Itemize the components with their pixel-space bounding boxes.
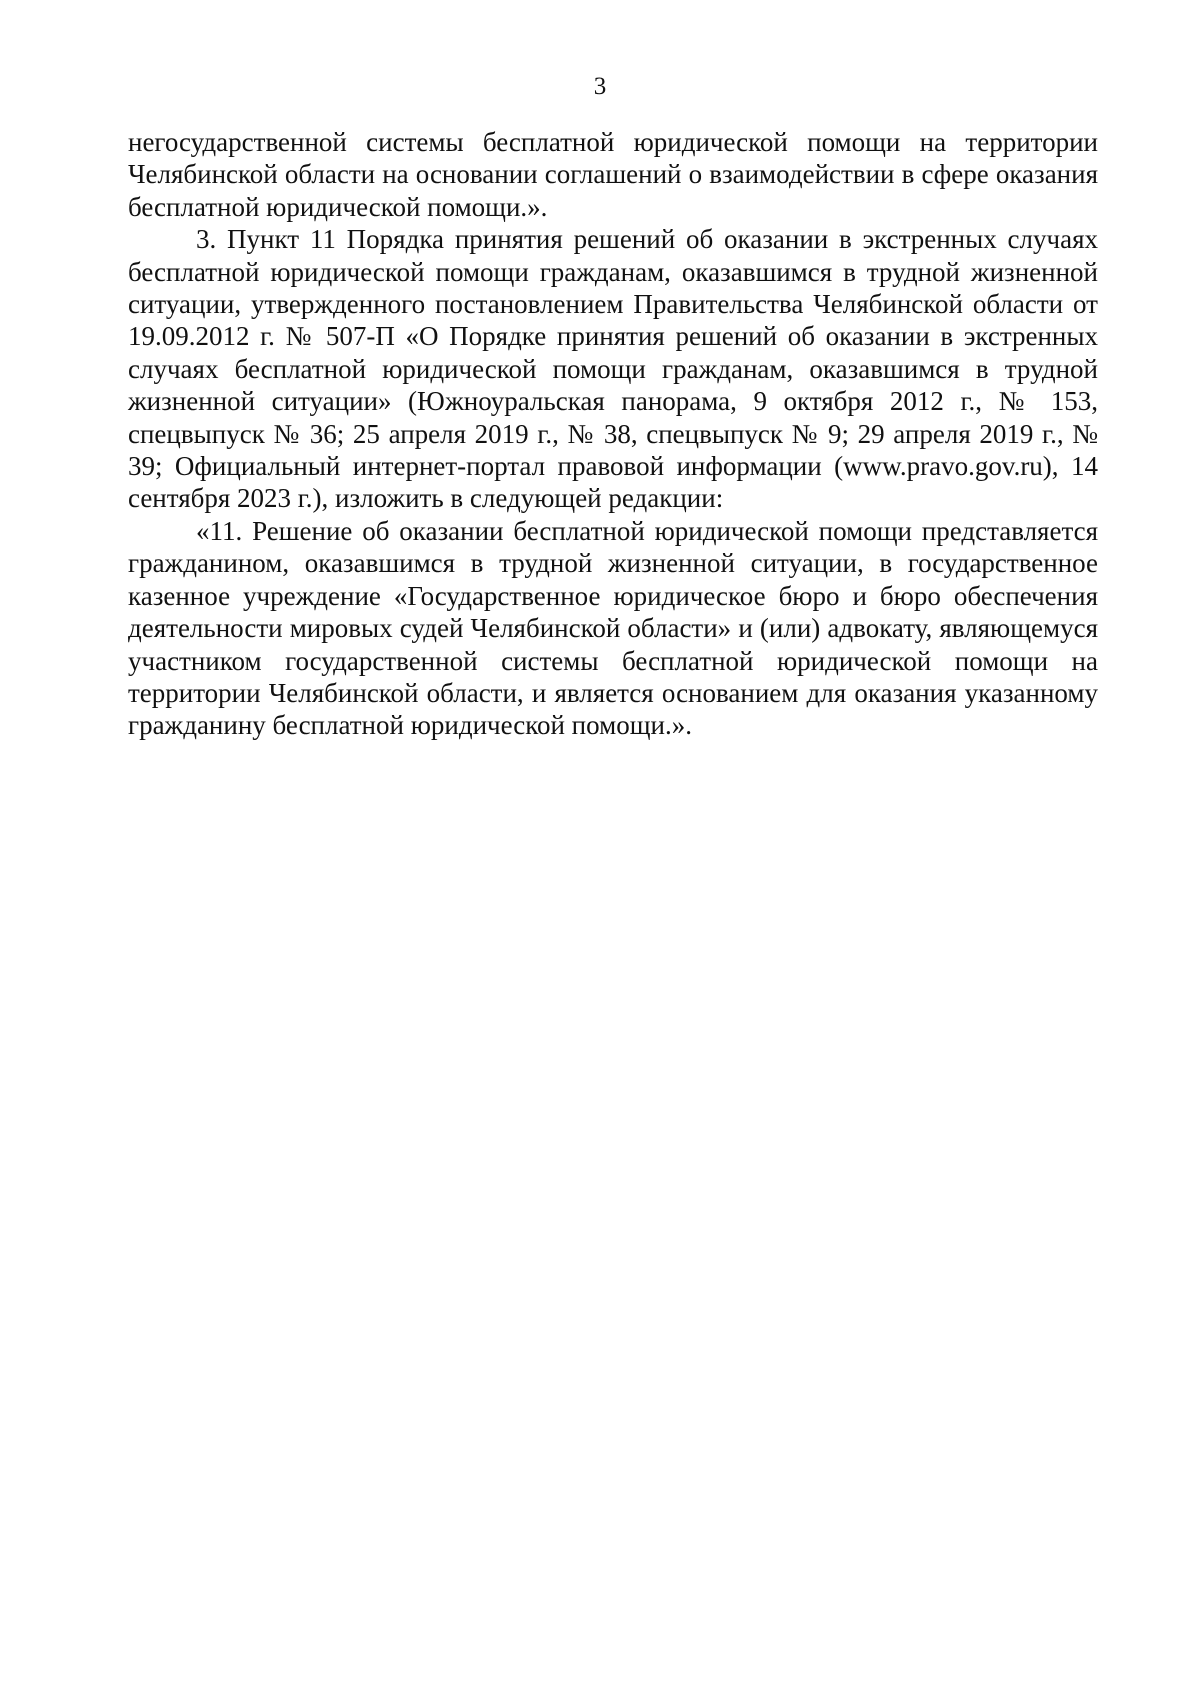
page-number: 3	[593, 73, 607, 100]
paragraph-item-3: 3. Пункт 11 Порядка принятия решений об оказании в экстренных случаях бесплатной юридической помощи гражданам, оказавшимся в трудной жизненной ситуации, утвержденного постановлением Правительства Челябинской области от 19.09.2012 г. № 507-П «О Порядке принятия решений об оказании в экстренных случаях бесплатной юридической помощи гражданам, оказавшимся в трудной жизненной ситуации» (Южноуральская панорама, 9 октября 2012 г., № 153, спецвыпуск № 36; 25 апреля 2019 г., № 38, спецвыпуск № 9; 29 апреля 2019 г., № 39; Официальный интернет-портал правовой информации (www.pravo.gov.ru), 14 сентября 2023 г.), изложить в следующей редакции:	[128, 224, 1098, 514]
paragraph-quoted-point-11: «11. Решение об оказании бесплатной юридической помощи представляется гражданином, оказавшимся в трудной жизненной ситуации, в государственное казенное учреждение «Государственное юридическое бюро и бюро обеспечения деятельности мировых судей Челябинской области» и (или) адвокату, являющемуся участником государственной системы бесплатной юридической помощи на территории Челябинской области, и является основанием для оказания указанному гражданину бесплатной юридической помощи.».	[128, 515, 1098, 741]
paragraph-continuation: негосударственной системы бесплатной юридической помощи на территории Челябинской области на основании соглашений о взаимодействии в сфере оказания бесплатной юридической помощи.».	[128, 127, 1098, 222]
document-body	[128, 126, 1098, 742]
